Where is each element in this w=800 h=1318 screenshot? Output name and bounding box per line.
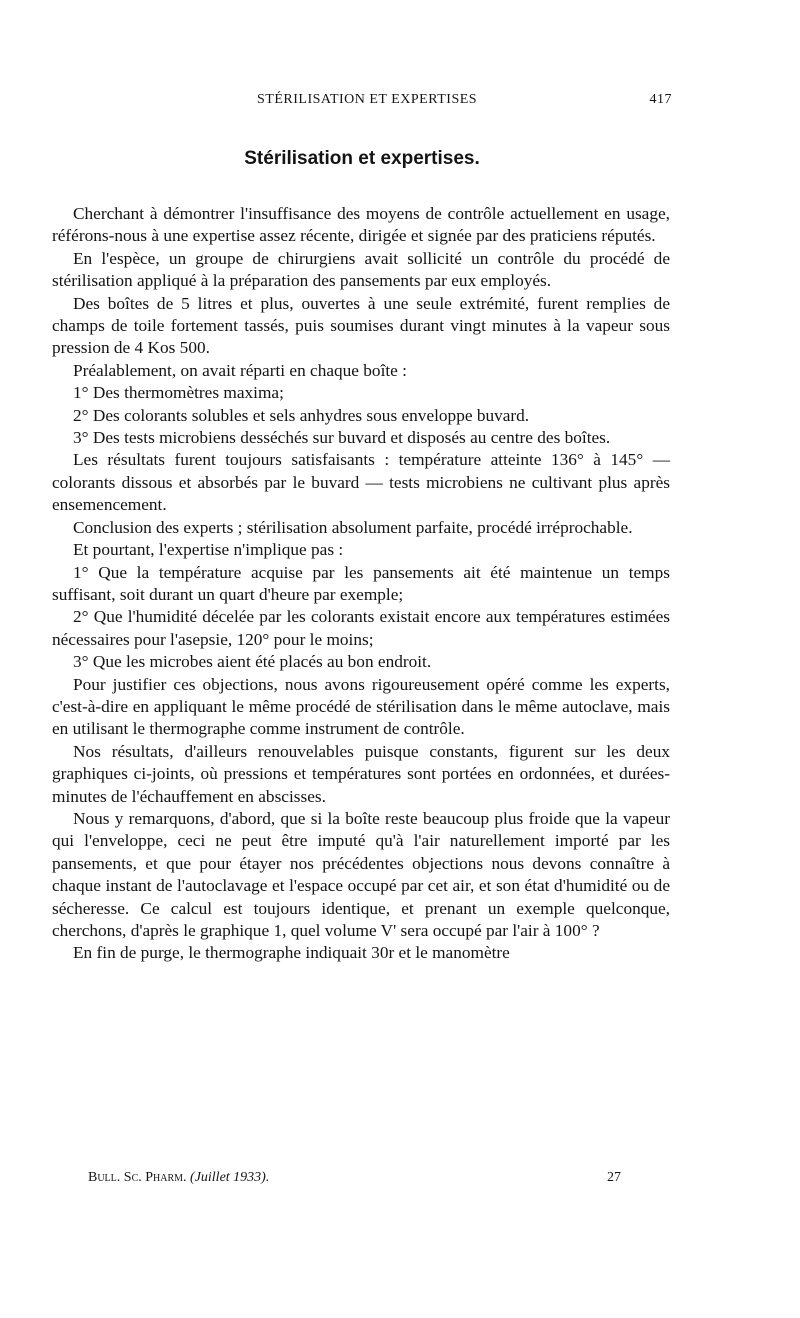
- list-item: 2° Des colorants solubles et sels anhydres sous enveloppe buvard.: [73, 405, 530, 425]
- journal-name: Bull. Sc. Pharm.: [88, 1170, 187, 1185]
- paragraph: Nos résultats, d'ailleurs renouvelables puisque constants, figurent sur les deux graphiques ci-joints, où pressions et températures sont portées en ordonnées, et durées-minutes de l'échauffement en abscisses.: [52, 741, 670, 806]
- list-item: 3° Des tests microbiens desséchés sur buvard et disposés au centre des boîtes.: [73, 428, 611, 448]
- list-item: 1° Que la température acquise par les pansements ait été maintenue un temps suffisant, soit durant un quart d'heure par exemple;: [52, 562, 670, 604]
- paragraph: Cherchant à démontrer l'insuffisance des moyens de contrôle actuellement en usage, référons-nous à une expertise assez récente, dirigée et signée par des praticiens réputés.: [52, 204, 670, 246]
- paragraph: Pour justifier ces objections, nous avons rigoureusement opéré comme les experts, c'est-à-dire en appliquant le même procédé de stérilisation dans le même autoclave, mais en utilisant le thermographe comme instrument de contrôle.: [52, 674, 670, 739]
- paragraph: Des boîtes de 5 litres et plus, ouvertes à une seule extrémité, furent remplies de champs de toile fortement tassés, puis soumises durant vingt minutes à la vapeur sous pression de 4 Kos 500.: [52, 293, 670, 358]
- running-header: [52, 92, 672, 116]
- page-footer: [52, 1170, 672, 1192]
- paragraph: Préalablement, on avait réparti en chaque boîte :: [73, 360, 407, 380]
- page-number: 417: [649, 92, 672, 107]
- list-item: 2° Que l'humidité décelée par les colorants existait encore aux températures estimées nécessaires pour l'asepsie, 120° pour le moins;: [52, 607, 670, 649]
- running-title: STÉRILISATION ET EXPERTISES: [257, 92, 478, 107]
- paragraph: Les résultats furent toujours satisfaisants : température atteinte 136° à 145° — colorants dissous et absorbés par le buvard — tests microbiens ne cultivant plus après ensemencement.: [52, 450, 670, 515]
- paragraph: En fin de purge, le thermographe indiquait 30r et le manomètre: [73, 943, 510, 963]
- signature-mark: 27: [607, 1170, 621, 1185]
- list-item: 3° Que les microbes aient été placés au bon endroit.: [73, 652, 432, 672]
- article-body: [52, 203, 670, 965]
- journal-date: (Juillet 1933).: [190, 1170, 270, 1185]
- list-item: 1° Des thermomètres maxima;: [73, 383, 284, 403]
- paragraph: Conclusion des experts ; stérilisation absolument parfaite, procédé irréprochable.: [73, 517, 633, 537]
- paragraph: Nous y remarquons, d'abord, que si la boîte reste beaucoup plus froide que la vapeur qui l'enveloppe, ceci ne peut être imputé qu'à l'air naturellement importé par les pansements, et que pour étayer nos précédentes objections nous devons connaître à chaque instant de l'autoclavage et l'espace occupé par cet air, et son état d'humidité ou de sécheresse. Ce calcul est toujours identique, et prenant un exemple quelconque, cherchons, d'après le graphique 1, quel volume V' sera occupé par l'air à 100° ?: [52, 808, 670, 940]
- paragraph: En l'espèce, un groupe de chirurgiens avait sollicité un contrôle du procédé de stérilisation appliqué à la préparation des pansements par eux employés.: [52, 248, 670, 291]
- article-title: Stérilisation et expertises.: [244, 148, 480, 169]
- journal-citation: [88, 1170, 269, 1186]
- paragraph: Et pourtant, l'expertise n'implique pas :: [73, 540, 344, 560]
